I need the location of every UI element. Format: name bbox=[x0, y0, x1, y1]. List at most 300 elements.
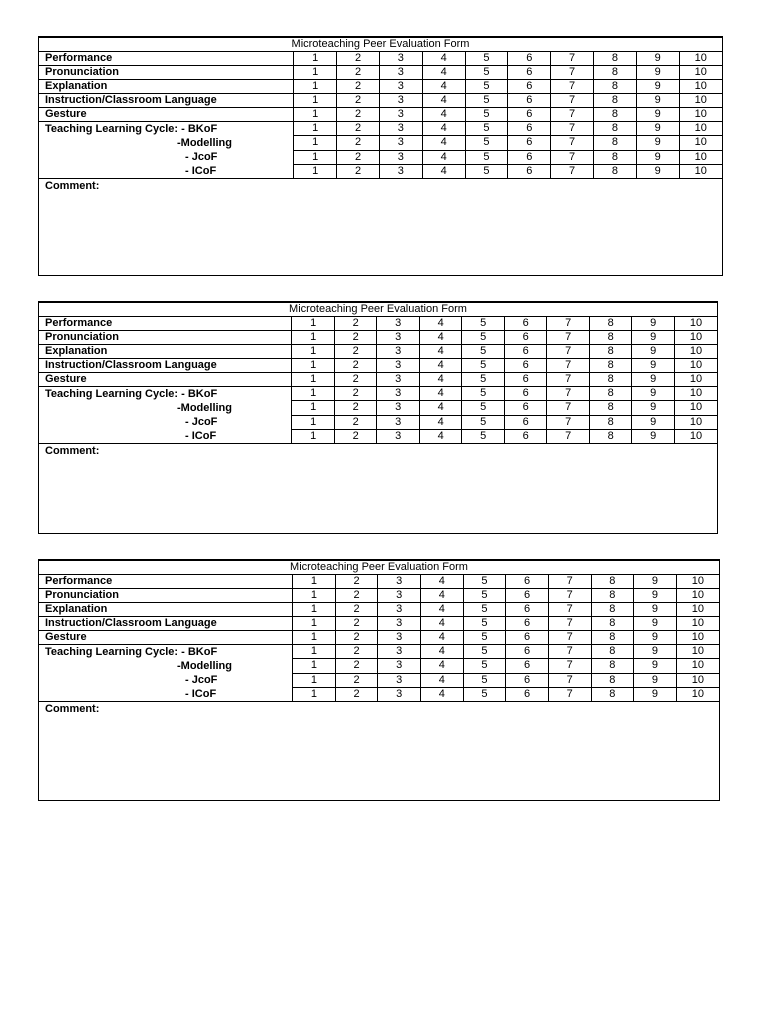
score-option-6[interactable]: 6 bbox=[506, 589, 549, 603]
score-option-3[interactable]: 3 bbox=[377, 345, 420, 359]
cycle-stage-row bbox=[39, 387, 717, 401]
score-option-2[interactable]: 2 bbox=[337, 150, 380, 164]
cycle-stage-row bbox=[39, 122, 722, 136]
score-option-9[interactable]: 9 bbox=[634, 575, 677, 589]
score-option-10[interactable]: 10 bbox=[676, 687, 719, 701]
score-option-3[interactable]: 3 bbox=[378, 575, 421, 589]
score-option-3[interactable]: 3 bbox=[379, 80, 422, 94]
score-option-10[interactable]: 10 bbox=[674, 401, 717, 415]
score-option-5[interactable]: 5 bbox=[463, 617, 506, 631]
score-option-4[interactable]: 4 bbox=[419, 331, 462, 345]
score-option-5[interactable]: 5 bbox=[463, 687, 506, 701]
score-option-3[interactable]: 3 bbox=[377, 415, 420, 429]
score-option-10[interactable]: 10 bbox=[674, 331, 717, 345]
score-option-10[interactable]: 10 bbox=[679, 52, 722, 66]
score-option-1[interactable]: 1 bbox=[292, 415, 335, 429]
score-option-4[interactable]: 4 bbox=[422, 150, 465, 164]
score-option-8[interactable]: 8 bbox=[591, 575, 634, 589]
score-option-2[interactable]: 2 bbox=[335, 645, 378, 659]
score-option-4[interactable]: 4 bbox=[422, 136, 465, 150]
score-option-9[interactable]: 9 bbox=[634, 631, 677, 645]
score-option-8[interactable]: 8 bbox=[591, 603, 634, 617]
score-option-8[interactable]: 8 bbox=[591, 589, 634, 603]
criterion-label: Gesture bbox=[39, 373, 292, 387]
score-option-3[interactable]: 3 bbox=[379, 108, 422, 122]
score-option-10[interactable]: 10 bbox=[676, 659, 719, 673]
score-option-2[interactable]: 2 bbox=[335, 589, 378, 603]
score-option-9[interactable]: 9 bbox=[636, 66, 679, 80]
score-option-1[interactable]: 1 bbox=[293, 687, 336, 701]
score-option-1[interactable]: 1 bbox=[294, 80, 337, 94]
score-option-10[interactable]: 10 bbox=[676, 673, 719, 687]
score-option-7[interactable]: 7 bbox=[547, 373, 590, 387]
score-option-8[interactable]: 8 bbox=[593, 150, 636, 164]
score-option-6[interactable]: 6 bbox=[504, 401, 547, 415]
score-option-2[interactable]: 2 bbox=[335, 603, 378, 617]
score-option-7[interactable]: 7 bbox=[548, 645, 591, 659]
score-option-5[interactable]: 5 bbox=[462, 401, 505, 415]
score-option-6[interactable]: 6 bbox=[504, 373, 547, 387]
score-option-1[interactable]: 1 bbox=[293, 631, 336, 645]
score-option-3[interactable]: 3 bbox=[378, 603, 421, 617]
score-option-5[interactable]: 5 bbox=[463, 575, 506, 589]
score-option-1[interactable]: 1 bbox=[294, 52, 337, 66]
score-option-2[interactable]: 2 bbox=[337, 94, 380, 108]
score-option-3[interactable]: 3 bbox=[378, 659, 421, 673]
criterion-row bbox=[39, 359, 717, 373]
score-option-8[interactable]: 8 bbox=[589, 373, 632, 387]
score-option-9[interactable]: 9 bbox=[632, 387, 675, 401]
score-option-3[interactable]: 3 bbox=[377, 359, 420, 373]
score-option-4[interactable]: 4 bbox=[422, 164, 465, 178]
evaluation-table bbox=[39, 560, 719, 702]
score-option-8[interactable]: 8 bbox=[591, 645, 634, 659]
score-option-1[interactable]: 1 bbox=[292, 331, 335, 345]
score-option-1[interactable]: 1 bbox=[292, 401, 335, 415]
score-option-3[interactable]: 3 bbox=[379, 122, 422, 136]
score-option-8[interactable]: 8 bbox=[593, 164, 636, 178]
score-option-6[interactable]: 6 bbox=[506, 603, 549, 617]
score-option-5[interactable]: 5 bbox=[462, 387, 505, 401]
score-option-9[interactable]: 9 bbox=[634, 645, 677, 659]
score-option-3[interactable]: 3 bbox=[378, 617, 421, 631]
score-option-7[interactable]: 7 bbox=[551, 66, 594, 80]
score-option-1[interactable]: 1 bbox=[293, 659, 336, 673]
score-option-2[interactable]: 2 bbox=[334, 429, 377, 443]
comment-box[interactable] bbox=[39, 179, 722, 193]
score-option-8[interactable]: 8 bbox=[589, 415, 632, 429]
score-option-4[interactable]: 4 bbox=[421, 589, 464, 603]
score-option-8[interactable]: 8 bbox=[589, 345, 632, 359]
score-option-10[interactable]: 10 bbox=[674, 415, 717, 429]
score-option-8[interactable]: 8 bbox=[593, 122, 636, 136]
score-option-7[interactable]: 7 bbox=[551, 136, 594, 150]
score-option-5[interactable]: 5 bbox=[465, 122, 508, 136]
score-option-2[interactable]: 2 bbox=[337, 108, 380, 122]
score-option-9[interactable]: 9 bbox=[634, 687, 677, 701]
score-option-10[interactable]: 10 bbox=[679, 164, 722, 178]
score-option-6[interactable]: 6 bbox=[504, 429, 547, 443]
score-option-4[interactable]: 4 bbox=[419, 415, 462, 429]
score-option-9[interactable]: 9 bbox=[634, 673, 677, 687]
criterion-row bbox=[39, 575, 719, 589]
evaluation-table bbox=[39, 37, 722, 179]
score-option-6[interactable]: 6 bbox=[506, 617, 549, 631]
score-option-8[interactable]: 8 bbox=[593, 80, 636, 94]
score-option-8[interactable]: 8 bbox=[589, 331, 632, 345]
score-option-9[interactable]: 9 bbox=[636, 94, 679, 108]
score-option-1[interactable]: 1 bbox=[292, 387, 335, 401]
score-option-9[interactable]: 9 bbox=[636, 150, 679, 164]
cycle-first-line bbox=[45, 122, 293, 136]
score-option-5[interactable]: 5 bbox=[465, 66, 508, 80]
score-option-3[interactable]: 3 bbox=[378, 687, 421, 701]
score-option-5[interactable]: 5 bbox=[463, 589, 506, 603]
score-option-9[interactable]: 9 bbox=[636, 80, 679, 94]
score-option-1[interactable]: 1 bbox=[294, 66, 337, 80]
criterion-row bbox=[39, 66, 722, 80]
score-option-8[interactable]: 8 bbox=[593, 136, 636, 150]
score-option-7[interactable]: 7 bbox=[548, 603, 591, 617]
score-option-9[interactable]: 9 bbox=[636, 52, 679, 66]
score-option-5[interactable]: 5 bbox=[465, 136, 508, 150]
score-option-5[interactable]: 5 bbox=[465, 94, 508, 108]
score-option-1[interactable]: 1 bbox=[292, 429, 335, 443]
score-option-6[interactable]: 6 bbox=[506, 575, 549, 589]
score-option-10[interactable]: 10 bbox=[674, 317, 717, 331]
evaluation-form-1 bbox=[38, 36, 723, 276]
score-option-4[interactable]: 4 bbox=[421, 617, 464, 631]
score-option-4[interactable]: 4 bbox=[419, 317, 462, 331]
score-option-5[interactable]: 5 bbox=[463, 631, 506, 645]
score-option-1[interactable]: 1 bbox=[293, 603, 336, 617]
score-option-1[interactable]: 1 bbox=[294, 164, 337, 178]
score-option-2[interactable]: 2 bbox=[334, 345, 377, 359]
score-option-6[interactable]: 6 bbox=[506, 645, 549, 659]
score-option-1[interactable]: 1 bbox=[292, 359, 335, 373]
score-option-10[interactable]: 10 bbox=[674, 373, 717, 387]
score-option-10[interactable]: 10 bbox=[676, 589, 719, 603]
score-option-8[interactable]: 8 bbox=[593, 108, 636, 122]
score-option-7[interactable]: 7 bbox=[547, 317, 590, 331]
score-option-1[interactable]: 1 bbox=[294, 94, 337, 108]
score-option-2[interactable]: 2 bbox=[337, 122, 380, 136]
score-option-4[interactable]: 4 bbox=[422, 80, 465, 94]
score-option-2[interactable]: 2 bbox=[335, 659, 378, 673]
score-option-5[interactable]: 5 bbox=[463, 659, 506, 673]
score-option-10[interactable]: 10 bbox=[674, 345, 717, 359]
score-option-7[interactable]: 7 bbox=[548, 673, 591, 687]
criterion-row bbox=[39, 317, 717, 331]
score-option-5[interactable]: 5 bbox=[465, 150, 508, 164]
criterion-label: Explanation bbox=[39, 80, 294, 94]
score-option-7[interactable]: 7 bbox=[548, 687, 591, 701]
score-option-1[interactable]: 1 bbox=[292, 345, 335, 359]
score-option-9[interactable]: 9 bbox=[632, 415, 675, 429]
score-option-7[interactable]: 7 bbox=[551, 94, 594, 108]
score-option-7[interactable]: 7 bbox=[548, 617, 591, 631]
score-option-8[interactable]: 8 bbox=[589, 429, 632, 443]
score-option-2[interactable]: 2 bbox=[337, 164, 380, 178]
score-option-5[interactable]: 5 bbox=[465, 164, 508, 178]
score-option-2[interactable]: 2 bbox=[334, 373, 377, 387]
score-option-6[interactable]: 6 bbox=[508, 136, 551, 150]
criterion-row bbox=[39, 108, 722, 122]
score-option-6[interactable]: 6 bbox=[506, 673, 549, 687]
score-option-1[interactable]: 1 bbox=[293, 645, 336, 659]
score-option-2[interactable]: 2 bbox=[334, 387, 377, 401]
score-option-5[interactable]: 5 bbox=[462, 429, 505, 443]
comment-box[interactable] bbox=[39, 702, 719, 716]
score-option-5[interactable]: 5 bbox=[463, 645, 506, 659]
score-option-4[interactable]: 4 bbox=[419, 359, 462, 373]
score-option-10[interactable]: 10 bbox=[676, 603, 719, 617]
score-option-9[interactable]: 9 bbox=[632, 345, 675, 359]
comment-label: Comment: bbox=[45, 703, 100, 715]
score-option-1[interactable]: 1 bbox=[294, 150, 337, 164]
score-option-7[interactable]: 7 bbox=[547, 429, 590, 443]
score-option-7[interactable]: 7 bbox=[551, 150, 594, 164]
score-option-10[interactable]: 10 bbox=[679, 66, 722, 80]
score-option-5[interactable]: 5 bbox=[462, 415, 505, 429]
score-option-3[interactable]: 3 bbox=[377, 401, 420, 415]
score-option-3[interactable]: 3 bbox=[379, 150, 422, 164]
score-option-6[interactable]: 6 bbox=[504, 345, 547, 359]
score-option-1[interactable]: 1 bbox=[293, 673, 336, 687]
score-option-7[interactable]: 7 bbox=[547, 345, 590, 359]
score-option-9[interactable]: 9 bbox=[632, 331, 675, 345]
score-option-10[interactable]: 10 bbox=[679, 136, 722, 150]
score-option-4[interactable]: 4 bbox=[421, 631, 464, 645]
score-option-4[interactable]: 4 bbox=[422, 108, 465, 122]
score-option-10[interactable]: 10 bbox=[679, 94, 722, 108]
score-option-7[interactable]: 7 bbox=[548, 659, 591, 673]
score-option-1[interactable]: 1 bbox=[292, 373, 335, 387]
score-option-7[interactable]: 7 bbox=[551, 52, 594, 66]
score-option-10[interactable]: 10 bbox=[676, 617, 719, 631]
score-option-2[interactable]: 2 bbox=[337, 52, 380, 66]
criterion-row bbox=[39, 345, 717, 359]
cycle-first-line bbox=[45, 645, 292, 659]
cycle-label-cell bbox=[39, 387, 292, 444]
score-option-2[interactable]: 2 bbox=[334, 415, 377, 429]
score-option-9[interactable]: 9 bbox=[632, 373, 675, 387]
score-option-2[interactable]: 2 bbox=[337, 66, 380, 80]
score-option-9[interactable]: 9 bbox=[634, 659, 677, 673]
score-option-7[interactable]: 7 bbox=[548, 589, 591, 603]
score-option-9[interactable]: 9 bbox=[634, 603, 677, 617]
score-option-9[interactable]: 9 bbox=[636, 164, 679, 178]
score-option-7[interactable]: 7 bbox=[547, 331, 590, 345]
score-option-6[interactable]: 6 bbox=[504, 387, 547, 401]
score-option-3[interactable]: 3 bbox=[379, 136, 422, 150]
score-option-2[interactable]: 2 bbox=[335, 631, 378, 645]
score-option-1[interactable]: 1 bbox=[294, 122, 337, 136]
score-option-5[interactable]: 5 bbox=[465, 52, 508, 66]
score-option-3[interactable]: 3 bbox=[379, 164, 422, 178]
criterion-row bbox=[39, 589, 719, 603]
score-option-5[interactable]: 5 bbox=[465, 80, 508, 94]
score-option-5[interactable]: 5 bbox=[462, 359, 505, 373]
score-option-8[interactable]: 8 bbox=[593, 52, 636, 66]
score-option-3[interactable]: 3 bbox=[377, 429, 420, 443]
score-option-1[interactable]: 1 bbox=[294, 108, 337, 122]
cycle-label: Teaching Learning Cycle: bbox=[45, 123, 179, 135]
score-option-8[interactable]: 8 bbox=[589, 317, 632, 331]
score-option-4[interactable]: 4 bbox=[421, 673, 464, 687]
score-option-5[interactable]: 5 bbox=[463, 673, 506, 687]
score-option-6[interactable]: 6 bbox=[506, 659, 549, 673]
score-option-6[interactable]: 6 bbox=[504, 317, 547, 331]
score-option-4[interactable]: 4 bbox=[421, 645, 464, 659]
score-option-9[interactable]: 9 bbox=[634, 589, 677, 603]
score-option-4[interactable]: 4 bbox=[421, 575, 464, 589]
score-option-9[interactable]: 9 bbox=[636, 122, 679, 136]
score-option-5[interactable]: 5 bbox=[465, 108, 508, 122]
score-option-8[interactable]: 8 bbox=[593, 66, 636, 80]
score-option-2[interactable]: 2 bbox=[337, 80, 380, 94]
score-option-1[interactable]: 1 bbox=[292, 317, 335, 331]
score-option-10[interactable]: 10 bbox=[674, 359, 717, 373]
score-option-9[interactable]: 9 bbox=[636, 108, 679, 122]
score-option-6[interactable]: 6 bbox=[508, 164, 551, 178]
score-option-10[interactable]: 10 bbox=[679, 108, 722, 122]
cycle-label: Teaching Learning Cycle: bbox=[45, 646, 179, 658]
score-option-8[interactable]: 8 bbox=[591, 631, 634, 645]
score-option-7[interactable]: 7 bbox=[551, 164, 594, 178]
score-option-7[interactable]: 7 bbox=[551, 108, 594, 122]
score-option-3[interactable]: 3 bbox=[379, 66, 422, 80]
score-option-7[interactable]: 7 bbox=[551, 80, 594, 94]
score-option-4[interactable]: 4 bbox=[422, 94, 465, 108]
score-option-4[interactable]: 4 bbox=[422, 66, 465, 80]
score-option-2[interactable]: 2 bbox=[337, 136, 380, 150]
score-option-4[interactable]: 4 bbox=[419, 429, 462, 443]
score-option-3[interactable]: 3 bbox=[377, 317, 420, 331]
score-option-8[interactable]: 8 bbox=[589, 387, 632, 401]
score-option-10[interactable]: 10 bbox=[676, 645, 719, 659]
score-option-6[interactable]: 6 bbox=[508, 66, 551, 80]
score-option-1[interactable]: 1 bbox=[293, 617, 336, 631]
criterion-row bbox=[39, 331, 717, 345]
score-option-4[interactable]: 4 bbox=[421, 659, 464, 673]
score-option-3[interactable]: 3 bbox=[379, 52, 422, 66]
score-option-4[interactable]: 4 bbox=[419, 387, 462, 401]
score-option-4[interactable]: 4 bbox=[419, 345, 462, 359]
score-option-1[interactable]: 1 bbox=[293, 589, 336, 603]
criterion-label: Instruction/Classroom Language bbox=[39, 94, 294, 108]
score-option-9[interactable]: 9 bbox=[632, 359, 675, 373]
score-option-8[interactable]: 8 bbox=[589, 359, 632, 373]
score-option-3[interactable]: 3 bbox=[378, 631, 421, 645]
score-option-7[interactable]: 7 bbox=[548, 575, 591, 589]
score-option-10[interactable]: 10 bbox=[676, 575, 719, 589]
score-option-8[interactable]: 8 bbox=[589, 401, 632, 415]
score-option-6[interactable]: 6 bbox=[508, 122, 551, 136]
score-option-10[interactable]: 10 bbox=[674, 387, 717, 401]
score-option-6[interactable]: 6 bbox=[508, 94, 551, 108]
score-option-5[interactable]: 5 bbox=[463, 603, 506, 617]
score-option-2[interactable]: 2 bbox=[334, 331, 377, 345]
score-option-3[interactable]: 3 bbox=[378, 673, 421, 687]
score-option-10[interactable]: 10 bbox=[679, 80, 722, 94]
score-option-4[interactable]: 4 bbox=[422, 122, 465, 136]
score-option-5[interactable]: 5 bbox=[462, 331, 505, 345]
score-option-8[interactable]: 8 bbox=[591, 687, 634, 701]
comment-box[interactable] bbox=[39, 444, 717, 458]
score-option-2[interactable]: 2 bbox=[335, 687, 378, 701]
score-option-2[interactable]: 2 bbox=[335, 575, 378, 589]
score-option-6[interactable]: 6 bbox=[508, 108, 551, 122]
score-option-8[interactable]: 8 bbox=[591, 617, 634, 631]
score-option-9[interactable]: 9 bbox=[632, 429, 675, 443]
cycle-stage-label: - ICoF bbox=[185, 430, 217, 442]
score-option-3[interactable]: 3 bbox=[377, 387, 420, 401]
score-option-8[interactable]: 8 bbox=[593, 94, 636, 108]
score-option-6[interactable]: 6 bbox=[508, 80, 551, 94]
score-option-6[interactable]: 6 bbox=[504, 331, 547, 345]
score-option-6[interactable]: 6 bbox=[506, 631, 549, 645]
score-option-10[interactable]: 10 bbox=[676, 631, 719, 645]
score-option-5[interactable]: 5 bbox=[462, 373, 505, 387]
score-option-5[interactable]: 5 bbox=[462, 345, 505, 359]
score-option-6[interactable]: 6 bbox=[508, 52, 551, 66]
score-option-1[interactable]: 1 bbox=[294, 136, 337, 150]
score-option-10[interactable]: 10 bbox=[679, 122, 722, 136]
score-option-8[interactable]: 8 bbox=[591, 659, 634, 673]
score-option-2[interactable]: 2 bbox=[335, 617, 378, 631]
criterion-row bbox=[39, 617, 719, 631]
score-option-4[interactable]: 4 bbox=[419, 373, 462, 387]
score-option-7[interactable]: 7 bbox=[551, 122, 594, 136]
score-option-3[interactable]: 3 bbox=[379, 94, 422, 108]
score-option-10[interactable]: 10 bbox=[674, 429, 717, 443]
score-option-9[interactable]: 9 bbox=[636, 136, 679, 150]
score-option-5[interactable]: 5 bbox=[462, 317, 505, 331]
score-option-6[interactable]: 6 bbox=[508, 150, 551, 164]
score-option-4[interactable]: 4 bbox=[421, 603, 464, 617]
score-option-3[interactable]: 3 bbox=[377, 373, 420, 387]
score-option-3[interactable]: 3 bbox=[378, 645, 421, 659]
score-option-7[interactable]: 7 bbox=[548, 631, 591, 645]
score-option-9[interactable]: 9 bbox=[634, 617, 677, 631]
score-option-3[interactable]: 3 bbox=[378, 589, 421, 603]
score-option-2[interactable]: 2 bbox=[334, 359, 377, 373]
score-option-9[interactable]: 9 bbox=[632, 401, 675, 415]
score-option-4[interactable]: 4 bbox=[422, 52, 465, 66]
criterion-label: Gesture bbox=[39, 631, 293, 645]
score-option-2[interactable]: 2 bbox=[334, 317, 377, 331]
score-option-4[interactable]: 4 bbox=[421, 687, 464, 701]
score-option-7[interactable]: 7 bbox=[547, 359, 590, 373]
score-option-2[interactable]: 2 bbox=[334, 401, 377, 415]
score-option-6[interactable]: 6 bbox=[504, 415, 547, 429]
score-option-6[interactable]: 6 bbox=[504, 359, 547, 373]
score-option-7[interactable]: 7 bbox=[547, 415, 590, 429]
score-option-9[interactable]: 9 bbox=[632, 317, 675, 331]
score-option-8[interactable]: 8 bbox=[591, 673, 634, 687]
score-option-6[interactable]: 6 bbox=[506, 687, 549, 701]
score-option-1[interactable]: 1 bbox=[293, 575, 336, 589]
score-option-7[interactable]: 7 bbox=[547, 401, 590, 415]
score-option-2[interactable]: 2 bbox=[335, 673, 378, 687]
score-option-10[interactable]: 10 bbox=[679, 150, 722, 164]
score-option-4[interactable]: 4 bbox=[419, 401, 462, 415]
cycle-stage-label: - JcoF bbox=[185, 416, 218, 428]
score-option-3[interactable]: 3 bbox=[377, 331, 420, 345]
score-option-7[interactable]: 7 bbox=[547, 387, 590, 401]
criterion-label: Performance bbox=[39, 317, 292, 331]
